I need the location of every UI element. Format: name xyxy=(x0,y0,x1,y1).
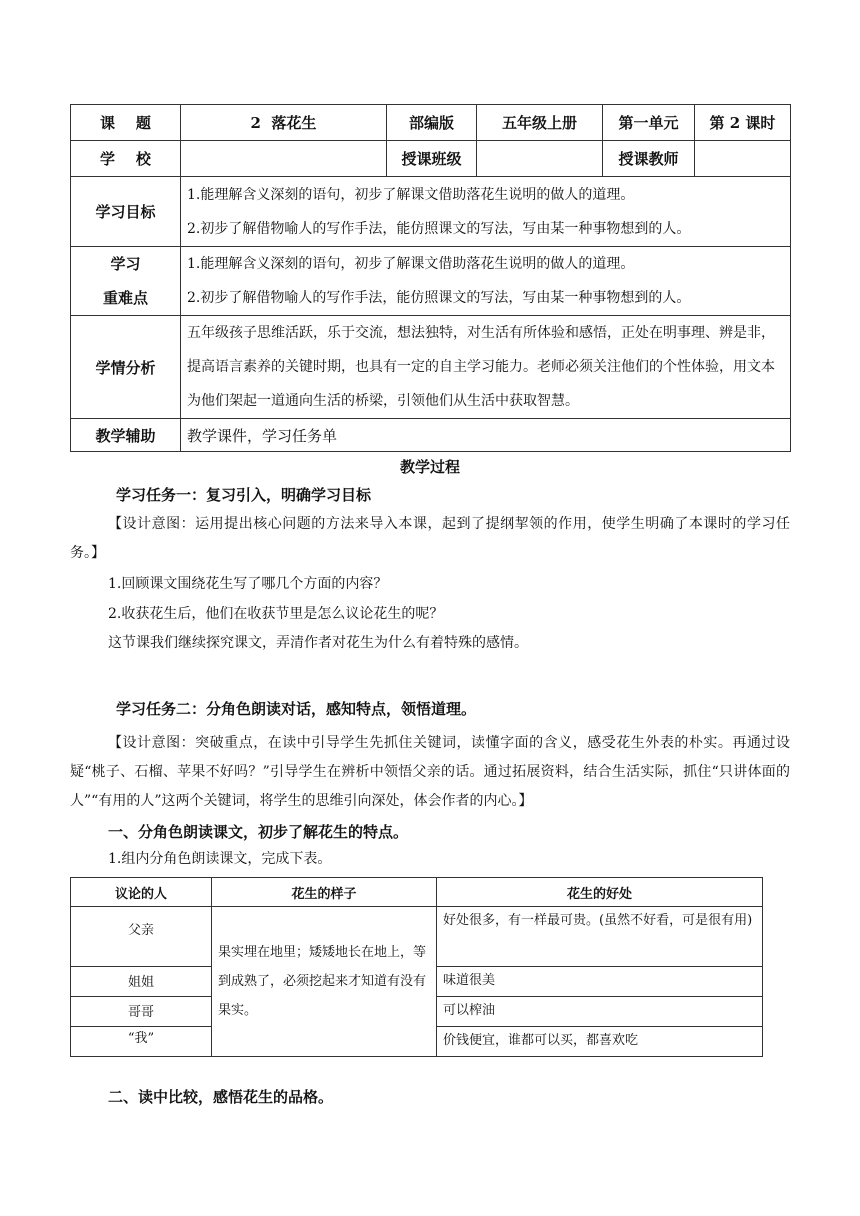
header-benefit: 花生的好处 xyxy=(437,878,763,907)
goal-item: 1.能理解含义深刻的语句，初步了解课文借助落花生说明的做人的道理。 xyxy=(187,186,635,203)
goals-content xyxy=(181,177,791,247)
lesson-info-table xyxy=(70,104,791,452)
peanut-discussion-table xyxy=(70,877,763,1057)
topic-value: 2 落花生 xyxy=(181,105,387,141)
aids-text: 教学课件，学习任务单 xyxy=(181,419,791,452)
benefit-cell: 可以榨油 xyxy=(437,997,763,1027)
info-row-analysis xyxy=(71,316,791,419)
task2-step-1: 1.组内分角色朗读课文，完成下表。 xyxy=(108,851,332,867)
info-row-school xyxy=(71,141,791,177)
person-cell: 哥哥 xyxy=(71,997,212,1027)
benefit-cell: 价钱便宜，谁都可以买，都喜欢吃 xyxy=(437,1027,763,1057)
grade: 五年级上册 xyxy=(477,105,603,141)
key-point-item: 2.初步了解借物喻人的写作手法，能仿照课文的写法，写由某一种事物想到的人。 xyxy=(187,290,691,306)
task2-section-2: 二、读中比较，感悟花生的品格。 xyxy=(108,1088,334,1106)
info-row-topic xyxy=(71,105,791,141)
task1-title: 学习任务一：复习引入，明确学习目标 xyxy=(116,486,372,504)
unit: 第一单元 xyxy=(603,105,695,141)
task2-section-1: 一、分角色朗读课文，初步了解花生的特点。 xyxy=(108,823,409,841)
task1-design-intent: 【设计意图：运用提出核心问题的方法来导入本课，起到了提纲挈领的作用，使学生明确了本课时的学习任务。】 xyxy=(70,516,790,561)
benefit-cell: 好处很多，有一样最可贵。(虽然不好看，可是很有用) xyxy=(437,907,763,967)
lesson-number: 第 2 课时 xyxy=(695,105,791,141)
goals-label: 学习目标 xyxy=(71,177,181,247)
benefit-cell: 味道很美 xyxy=(437,967,763,997)
school-value xyxy=(181,141,387,177)
process-title: 教学过程 xyxy=(399,458,460,476)
aids-label: 教学辅助 xyxy=(71,419,181,452)
task1-question-1: 1.回顾课文围绕花生写了哪几个方面的内容？ xyxy=(108,576,388,592)
analysis-text: 五年级孩子思维活跃，乐于交流，想法独特，对生活有所体验和感悟，正处在明事理、辨是非，提高语言素养的关键时期，也具有一定的自主学习能力。老师必须关注他们的个性体验，用文本为他们架起一道通向生活的桥梁，引领他们从生活中获取智慧。 xyxy=(181,316,791,419)
class-label: 授课班级 xyxy=(387,141,477,177)
goal-item: 2.初步了解借物喻人的写作手法，能仿照课文的写法，写由某一种事物想到的人。 xyxy=(187,220,691,237)
info-row-aids xyxy=(71,419,791,452)
task2-design-intent: 【设计意图：突破重点，在读中引导学生先抓住关键词，读懂字面的含义，感受花生外表的朴实。再通过设疑“桃子、石榴、苹果不好吗？”引导学生在辨析中领悟父亲的话。通过拓展资料，结合生活实际，抓住“只讲体面的人”“有用的人”这两个关键词，将学生的思维引向深处，体会作者的内心。】 xyxy=(70,735,790,809)
task1-note: 这节课我们继续探究课文，弄清作者对花生为什么有着特殊的感情。 xyxy=(108,635,528,651)
info-row-key-points xyxy=(71,247,791,316)
analysis-label: 学情分析 xyxy=(71,316,181,419)
person-cell: 父亲 xyxy=(71,907,212,967)
appearance-cell: 果实埋在地里；矮矮地长在地上，等到成熟了，必须挖起来才知道有没有果实。 xyxy=(212,907,437,1057)
header-person: 议论的人 xyxy=(71,878,212,907)
key-point-item: 1.能理解含义深刻的语句，初步了解课文借助落花生说明的做人的道理。 xyxy=(187,256,635,272)
edition: 部编版 xyxy=(387,105,477,141)
person-cell: 姐姐 xyxy=(71,967,212,997)
person-cell: “我” xyxy=(71,1027,212,1057)
key-points-label-line2: 重难点 xyxy=(102,289,148,307)
info-row-goals xyxy=(71,177,791,247)
school-label: 学 校 xyxy=(71,141,181,177)
class-value xyxy=(477,141,603,177)
table-row xyxy=(71,907,763,967)
key-points-label xyxy=(71,247,181,316)
teacher-label: 授课教师 xyxy=(603,141,695,177)
peanut-table-header xyxy=(71,878,763,907)
key-points-content xyxy=(181,247,791,316)
task2-title: 学习任务二：分角色朗读对话，感知特点，领悟道理。 xyxy=(116,700,477,718)
task1-question-2: 2.收获花生后，他们在收获节里是怎么议论花生的呢？ xyxy=(108,606,444,622)
topic-label: 课 题 xyxy=(71,105,181,141)
key-points-label-line1: 学习 xyxy=(110,255,141,273)
teacher-value xyxy=(695,141,791,177)
header-appearance: 花生的样子 xyxy=(212,878,437,907)
